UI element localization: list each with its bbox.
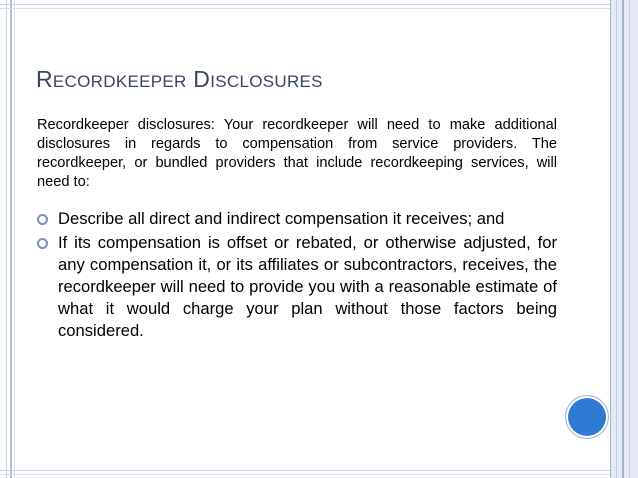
bullet-text: If its compensation is offset or rebated, or otherwise adjusted, for any compensation it, or its affiliates or subcontractors, receives, the recordkeeper will need to provide you with a reasonable estimate of what it would charge your plan without those factors being considered. (58, 233, 557, 340)
title-word-rest: ECORDKEEPER (52, 72, 187, 91)
title-initial: R (36, 66, 53, 92)
bullet-list (37, 208, 557, 344)
bottom-border-line (0, 474, 638, 475)
bullet-item (37, 208, 557, 230)
left-border-line (10, 0, 12, 478)
bullet-text: Describe all direct and indirect compensation it receives; and (58, 209, 505, 228)
right-band-line (622, 0, 624, 478)
right-band-line (610, 0, 611, 478)
slide-title (36, 66, 323, 93)
left-border-line (14, 0, 15, 478)
intro-paragraph: Recordkeeper disclosures: Your recordkeeper will need to make additional disclosures in regards to compensation from service providers. The recordkeeper, or bundled providers that include recordkeeping services, will need to: (37, 117, 557, 190)
bullet-ring-icon (37, 214, 48, 225)
right-band-line (629, 0, 630, 478)
title-initial: D (193, 66, 211, 92)
left-border-line (6, 0, 7, 478)
bottom-border-line (0, 470, 638, 471)
title-word-rest: ISCLOSURES (210, 72, 323, 91)
top-border-line (0, 8, 638, 9)
bullet-item (37, 232, 557, 342)
right-band-line (616, 0, 617, 478)
bullet-ring-icon (37, 238, 48, 249)
decorative-circle (568, 398, 606, 436)
right-decorative-band (610, 0, 638, 478)
top-border-line (0, 4, 638, 5)
